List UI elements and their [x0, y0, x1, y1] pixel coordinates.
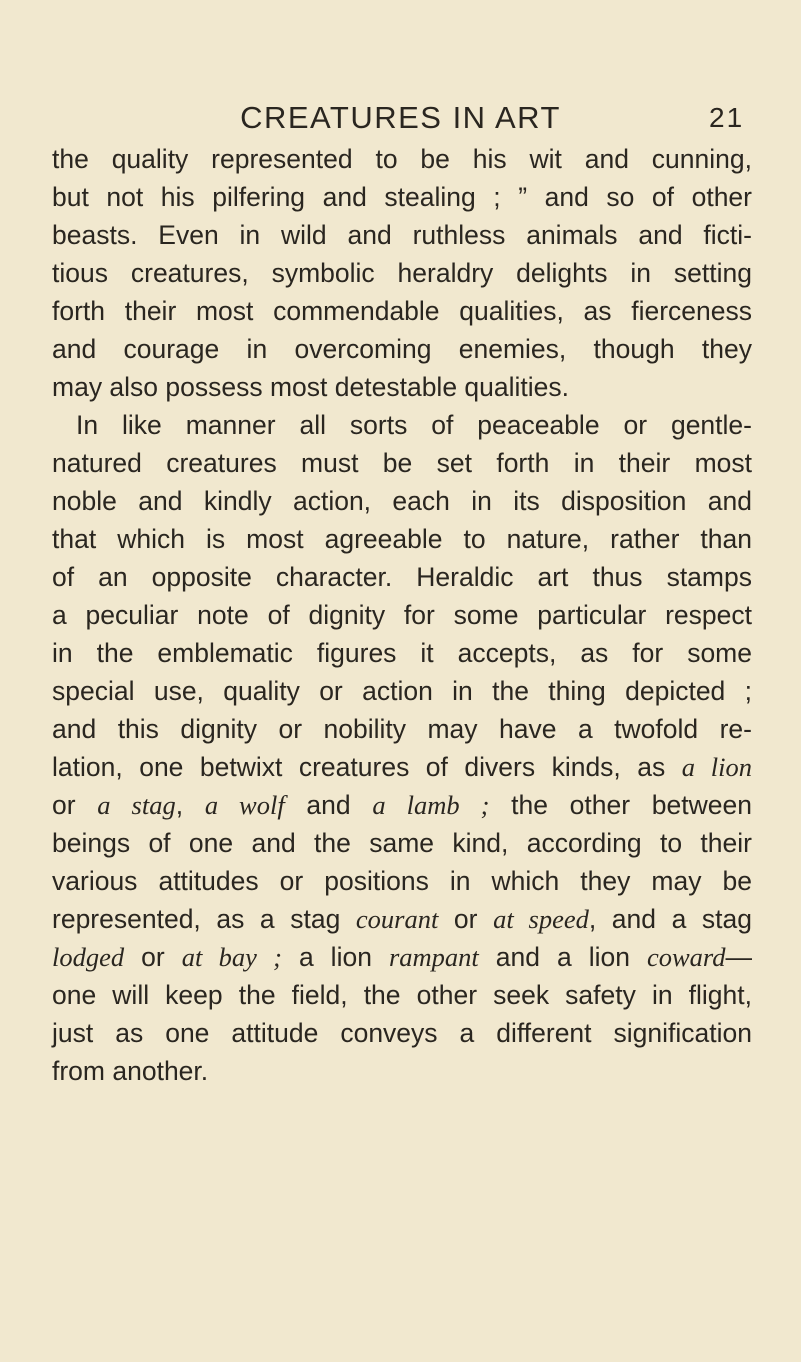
- text-segment: forth their most commendable qualities, as fierceness: [52, 296, 752, 326]
- text-segment: from another.: [52, 1056, 209, 1086]
- italic-term: coward: [646, 942, 726, 972]
- text-line: [52, 254, 752, 292]
- text-line: [52, 406, 752, 444]
- text-line: [52, 938, 752, 976]
- text-line: [52, 862, 752, 900]
- italic-term: at bay ;: [181, 942, 282, 972]
- text-line: [52, 330, 752, 368]
- text-line: [52, 634, 752, 672]
- text-segment: represented, as a stag: [52, 904, 356, 934]
- text-segment: a peculiar note of dignity for some particular respect: [52, 600, 752, 630]
- text-line: [52, 178, 752, 216]
- text-line: [52, 1052, 752, 1090]
- text-segment: and this dignity or nobility may have a twofold re-: [52, 714, 752, 744]
- italic-term: courant: [355, 904, 439, 934]
- text-line: [52, 786, 752, 824]
- text-line: [52, 368, 752, 406]
- text-line: [52, 520, 752, 558]
- text-segment: —: [725, 942, 753, 972]
- body-text: [52, 140, 752, 1090]
- text-segment: one will keep the field, the other seek safety in flight,: [52, 980, 752, 1010]
- text-segment: , and a stag: [588, 904, 752, 934]
- text-line: [52, 748, 752, 786]
- text-segment: a lion: [281, 942, 389, 972]
- text-line: [52, 140, 752, 178]
- text-segment: the other between: [489, 790, 752, 820]
- text-line: [52, 824, 752, 862]
- text-line: [52, 672, 752, 710]
- text-segment: may also possess most detestable qualities.: [52, 372, 570, 402]
- text-line: [52, 710, 752, 748]
- text-line: [52, 292, 752, 330]
- text-segment: tious creatures, symbolic heraldry delights in setting: [52, 258, 752, 288]
- text-segment: in the emblematic figures it accepts, as for some: [52, 638, 752, 668]
- italic-term: a lion: [681, 752, 752, 782]
- text-segment: or: [438, 904, 494, 934]
- text-segment: or: [124, 942, 182, 972]
- page-header: [0, 100, 801, 140]
- text-line: [52, 1014, 752, 1052]
- text-segment: and: [284, 790, 373, 820]
- text-line: [52, 444, 752, 482]
- page-number: 21: [709, 102, 745, 133]
- text-segment: and courage in overcoming enemies, though they: [52, 334, 752, 364]
- text-segment: just as one attitude conveys a different signification: [52, 1018, 752, 1048]
- text-segment: or: [52, 790, 98, 820]
- running-head: CREATURES IN ART: [240, 100, 561, 135]
- text-segment: of an opposite character. Heraldic art thus stamps: [52, 562, 752, 592]
- text-line: [52, 900, 752, 938]
- italic-term: a stag: [97, 790, 176, 820]
- text-segment: special use, quality or action in the thing depicted ;: [52, 676, 752, 706]
- text-line: [52, 482, 752, 520]
- italic-term: a lamb ;: [372, 790, 490, 820]
- text-segment: various attitudes or positions in which they may be: [52, 866, 752, 896]
- text-segment: that which is most agreeable to nature, rather than: [52, 524, 752, 554]
- italic-term: lodged: [52, 942, 125, 972]
- text-segment: but not his pilfering and stealing ; ” and so of other: [52, 182, 752, 212]
- text-segment: the quality represented to be his wit and cunning,: [52, 144, 752, 174]
- text-line: [52, 558, 752, 596]
- text-line: [52, 596, 752, 634]
- text-segment: ,: [175, 790, 205, 820]
- text-segment: In like manner all sorts of peaceable or gentle-: [76, 410, 752, 440]
- text-segment: beings of one and the same kind, according to their: [52, 828, 752, 858]
- text-line: [52, 976, 752, 1014]
- text-segment: lation, one betwixt creatures of divers kinds, as: [52, 752, 682, 782]
- text-line: [52, 216, 752, 254]
- text-segment: natured creatures must be set forth in their most: [52, 448, 752, 478]
- italic-term: a wolf: [204, 790, 285, 820]
- italic-term: rampant: [388, 942, 479, 972]
- text-segment: noble and kindly action, each in its disposition and: [52, 486, 752, 516]
- text-segment: beasts. Even in wild and ruthless animals and ficti-: [52, 220, 752, 250]
- italic-term: at speed: [493, 904, 589, 934]
- text-segment: and a lion: [478, 942, 647, 972]
